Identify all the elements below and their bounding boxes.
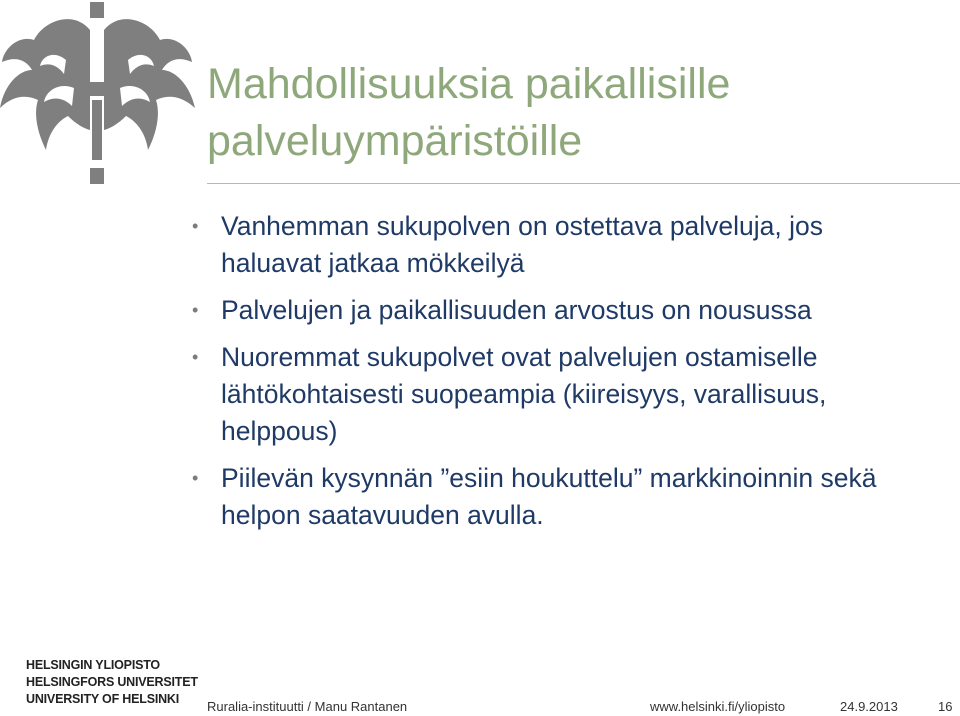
footer-author: Ruralia-instituutti / Manu Rantanen xyxy=(207,699,408,714)
bullet-text: Palvelujen ja paikallisuuden arvostus on nousussa xyxy=(221,295,812,325)
bullet-text: Nuoremmat sukupolvet ovat palvelujen ostamiselle lähtökohtaisesti suopeampia (kiireisyys, varallisuus, helppous) xyxy=(221,342,827,446)
footer-url: www.helsinki.fi/yliopisto xyxy=(650,699,786,714)
bullet-glyph: • xyxy=(192,300,199,320)
bullet-glyph: • xyxy=(192,216,199,236)
footer-date: 24.9.2013 xyxy=(840,699,898,714)
bullet-item xyxy=(190,460,930,534)
bullet-text: Vanhemman sukupolven on ostettava palveluja, jos haluavat jatkaa mökkeilyä xyxy=(221,211,824,278)
slide-title-line-1: Mahdollisuuksia paikallisille xyxy=(207,60,731,108)
university-name-swedish: HELSINGFORS UNIVERSITET xyxy=(26,675,198,689)
bullet-list xyxy=(190,208,930,544)
bullet-item xyxy=(190,339,930,450)
bullet-text: Piilevän kysynnän ”esiin houkuttelu” markkinoinnin sekä helpon saatavuuden avulla. xyxy=(221,463,877,530)
university-name-block xyxy=(26,657,198,708)
bullet-item xyxy=(190,292,930,329)
bullet-glyph: • xyxy=(192,347,199,367)
bullet-item xyxy=(190,208,930,282)
university-name-finnish: HELSINGIN YLIOPISTO xyxy=(26,658,160,672)
footer-page-number: 16 xyxy=(938,699,953,714)
university-of-helsinki-flame-logo-icon xyxy=(0,0,205,190)
slide-title-line-2: palveluympäristöille xyxy=(207,117,583,165)
bullet-glyph: • xyxy=(192,468,199,488)
slide-title xyxy=(207,56,947,170)
title-divider xyxy=(207,183,960,184)
university-name-english: UNIVERSITY OF HELSINKI xyxy=(26,692,180,706)
